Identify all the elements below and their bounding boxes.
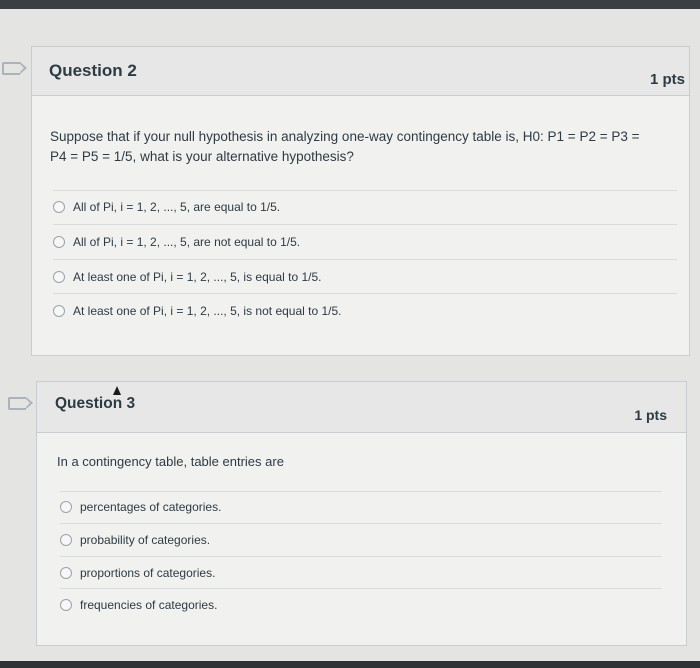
radio-button[interactable]	[53, 305, 65, 317]
question-points: 1 pts	[649, 71, 685, 88]
answer-option[interactable]	[53, 259, 677, 293]
radio-button[interactable]	[60, 501, 72, 513]
question-card-2	[31, 46, 690, 356]
question-card-3	[36, 381, 687, 646]
question-text-line: Suppose that if your null hypothesis in analyzing one-way contingency table is, H0: P1 = P2 = P3 =	[50, 129, 640, 144]
answer-label: At least one of Pi, i = 1, 2, ..., 5, is equal to 1/5.	[73, 269, 322, 284]
answer-option[interactable]	[60, 588, 662, 620]
question-header	[32, 47, 689, 96]
answer-option[interactable]	[60, 523, 662, 555]
answer-label: frequencies of categories.	[80, 597, 218, 612]
radio-button[interactable]	[60, 599, 72, 611]
answer-label: percentages of categories.	[80, 500, 222, 514]
question-title: Question 3	[55, 395, 136, 412]
answer-option[interactable]	[60, 556, 662, 588]
answer-option[interactable]	[53, 190, 677, 222]
answer-option[interactable]	[53, 224, 677, 258]
radio-button[interactable]	[53, 201, 65, 213]
question-text	[50, 127, 680, 167]
question-header	[37, 382, 686, 433]
answer-option[interactable]	[53, 293, 677, 327]
radio-button[interactable]	[60, 567, 72, 579]
answer-label: At least one of Pi, i = 1, 2, ..., 5, is not equal to 1/5.	[73, 303, 342, 318]
answer-label: All of Pi, i = 1, 2, ..., 5, are equal to 1/5.	[73, 199, 281, 214]
answer-label: All of Pi, i = 1, 2, ..., 5, are not equal to 1/5.	[73, 234, 301, 249]
question-title: Question 2	[49, 61, 137, 80]
radio-button[interactable]	[53, 236, 65, 248]
answer-label: probability of categories.	[80, 532, 211, 547]
flag-question-icon[interactable]	[8, 397, 26, 410]
bottom-bar	[0, 661, 700, 668]
mouse-cursor-icon	[113, 386, 121, 395]
question-points: 1 pts	[634, 407, 667, 423]
radio-button[interactable]	[60, 534, 72, 546]
question-text-line: P4 = P5 = 1/5, what is your alternative hypothesis?	[50, 149, 354, 164]
flag-question-icon[interactable]	[2, 62, 20, 75]
radio-button[interactable]	[53, 271, 65, 283]
answer-label: proportions of categories.	[80, 565, 216, 580]
question-text: In a contingency table, table entries are	[57, 454, 284, 469]
browser-top-bar	[0, 0, 700, 9]
answer-option[interactable]	[60, 491, 662, 522]
